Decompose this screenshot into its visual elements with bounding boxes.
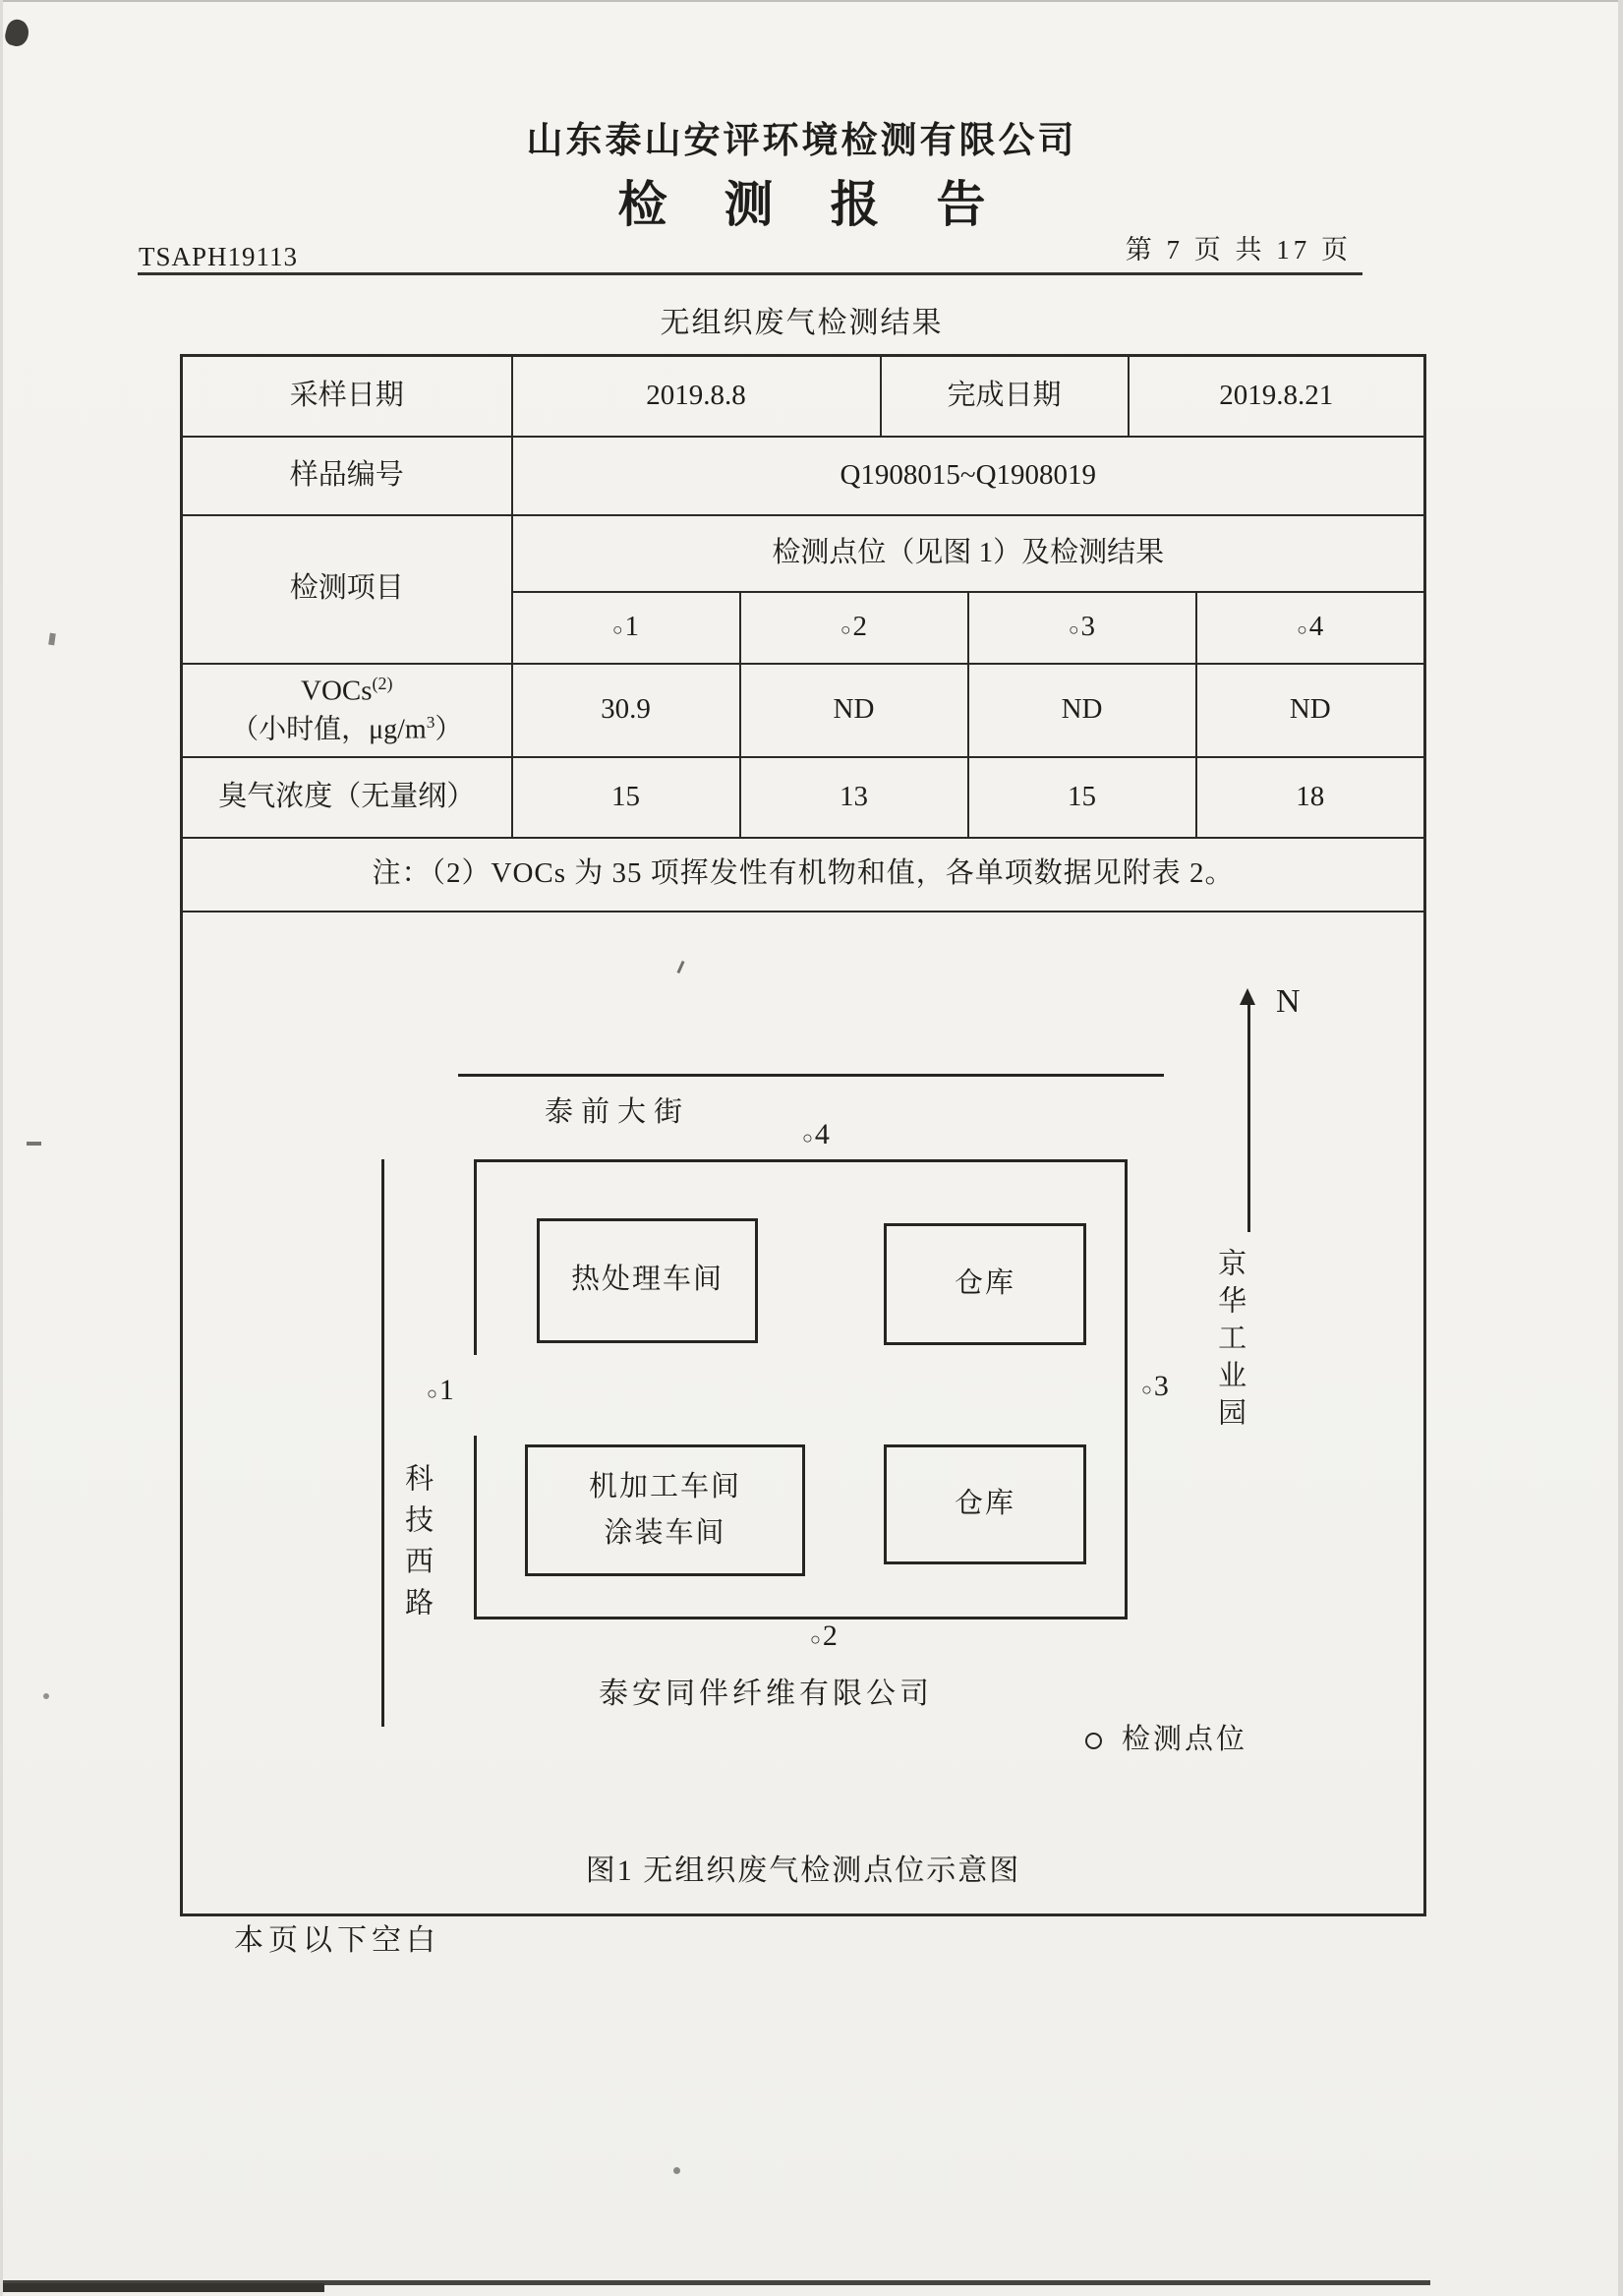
page-number: 第 7 页 共 17 页 [1125,235,1352,265]
table-row [182,437,1425,515]
point-3: ○3 [1141,1369,1169,1402]
point-circle-icon: ○ [1141,1379,1154,1399]
point-circle-icon: ○ [810,1628,823,1649]
scan-edge-bottom [0,2280,1430,2285]
point-4: ○4 [802,1117,830,1150]
figure-cell [182,912,1425,1915]
voc-value-4: ND [1196,664,1425,757]
results-table [180,354,1426,1916]
scan-edge-bottom [0,2283,324,2292]
point-circle-icon: ○ [1069,619,1081,640]
points-header: 检测点位（见图 1）及检测结果 [512,515,1425,592]
scan-speck [43,1693,49,1699]
street-line-top [458,1074,1164,1077]
odor-value-3: 15 [968,757,1196,838]
finish-date-label: 完成日期 [881,356,1129,437]
voc-value-1: 30.9 [512,664,740,757]
point-header-1: ○1 [512,592,740,664]
building-heat-treatment: 热处理车间 [537,1218,758,1343]
scan-edge-top [0,0,1623,2]
legend-label: 检测点位 [1122,1723,1248,1755]
sampling-date-value: 2019.8.8 [512,356,881,437]
road-left-label: 科技西路 [401,1462,434,1628]
table-row [182,356,1425,437]
building-machining-painting: 机加工车间 涂装车间 [525,1444,805,1576]
voc-label: VOCs$^{(2)}$ （小时值，$\mu g/m^3$） [182,664,512,757]
point-circle-icon: ○ [840,619,853,640]
table-note: 注：（2）VOCs 为 35 项挥发性有机物和值，各单项数据见附表 2。 [182,838,1425,912]
north-arrow-line [1247,1003,1250,1232]
legend [1085,1721,1247,1759]
point-circle-icon: ○ [427,1383,439,1403]
scan-speck [3,18,31,49]
factory-name: 泰安同伴纤维有限公司 [599,1677,933,1710]
point-1: ○1 [427,1373,454,1406]
voc-value-2: ND [740,664,968,757]
report-number: TSAPH19113 [139,242,299,271]
finish-date-value: 2019.8.21 [1129,356,1425,437]
scan-speck [673,2167,680,2174]
point-header-4: ○4 [1196,592,1425,664]
blank-below-note: 本页以下空白 [234,1924,440,1957]
point-circle-icon: ○ [611,619,625,640]
company-name: 山东泰山安评环境检测有限公司 [526,121,1077,161]
point-2: ○2 [810,1619,838,1652]
odor-value-1: 15 [512,757,740,838]
building-warehouse-top: 仓库 [884,1223,1086,1345]
odor-value-2: 13 [740,757,968,838]
figure-row [182,912,1425,1915]
sample-no-label: 样品编号 [182,437,512,515]
legend-circle-icon [1085,1733,1102,1749]
odor-label: 臭气浓度（无量纲） [182,757,512,838]
section-title: 无组织废气检测结果 [660,307,944,339]
point-circle-icon: ○ [802,1127,815,1148]
scan-speck [27,1142,41,1146]
north-label: N [1276,982,1301,1020]
north-arrow-head-icon [1240,988,1255,1005]
sample-no-value: Q1908015~Q1908019 [512,437,1425,515]
odor-value-4: 18 [1196,757,1425,838]
road-line-left [381,1159,384,1727]
table-row [182,515,1425,592]
scan-edge-right [1618,0,1623,2296]
street-top-label: 泰前大街 [545,1095,691,1128]
point-header-2: ○2 [740,592,968,664]
site-diagram [183,913,1423,1913]
point-header-3: ○3 [968,592,1196,664]
header-rule [138,272,1362,275]
scan-edge-left [0,0,3,2296]
scan-speck [48,633,56,646]
report-title: 检测报告 [617,177,1043,232]
point-circle-icon: ○ [1297,619,1309,640]
item-label: 检测项目 [182,515,512,664]
table-row [182,757,1425,838]
building-warehouse-bottom: 仓库 [884,1444,1086,1564]
area-right-label: 京华工业园 [1214,1247,1246,1435]
table-row [182,838,1425,912]
boundary-gate-gap [470,1355,481,1436]
table-row [182,664,1425,757]
figure-caption: 图1 无组织废气检测点位示意图 [585,1854,1021,1887]
sampling-date-label: 采样日期 [182,356,512,437]
voc-value-3: ND [968,664,1196,757]
